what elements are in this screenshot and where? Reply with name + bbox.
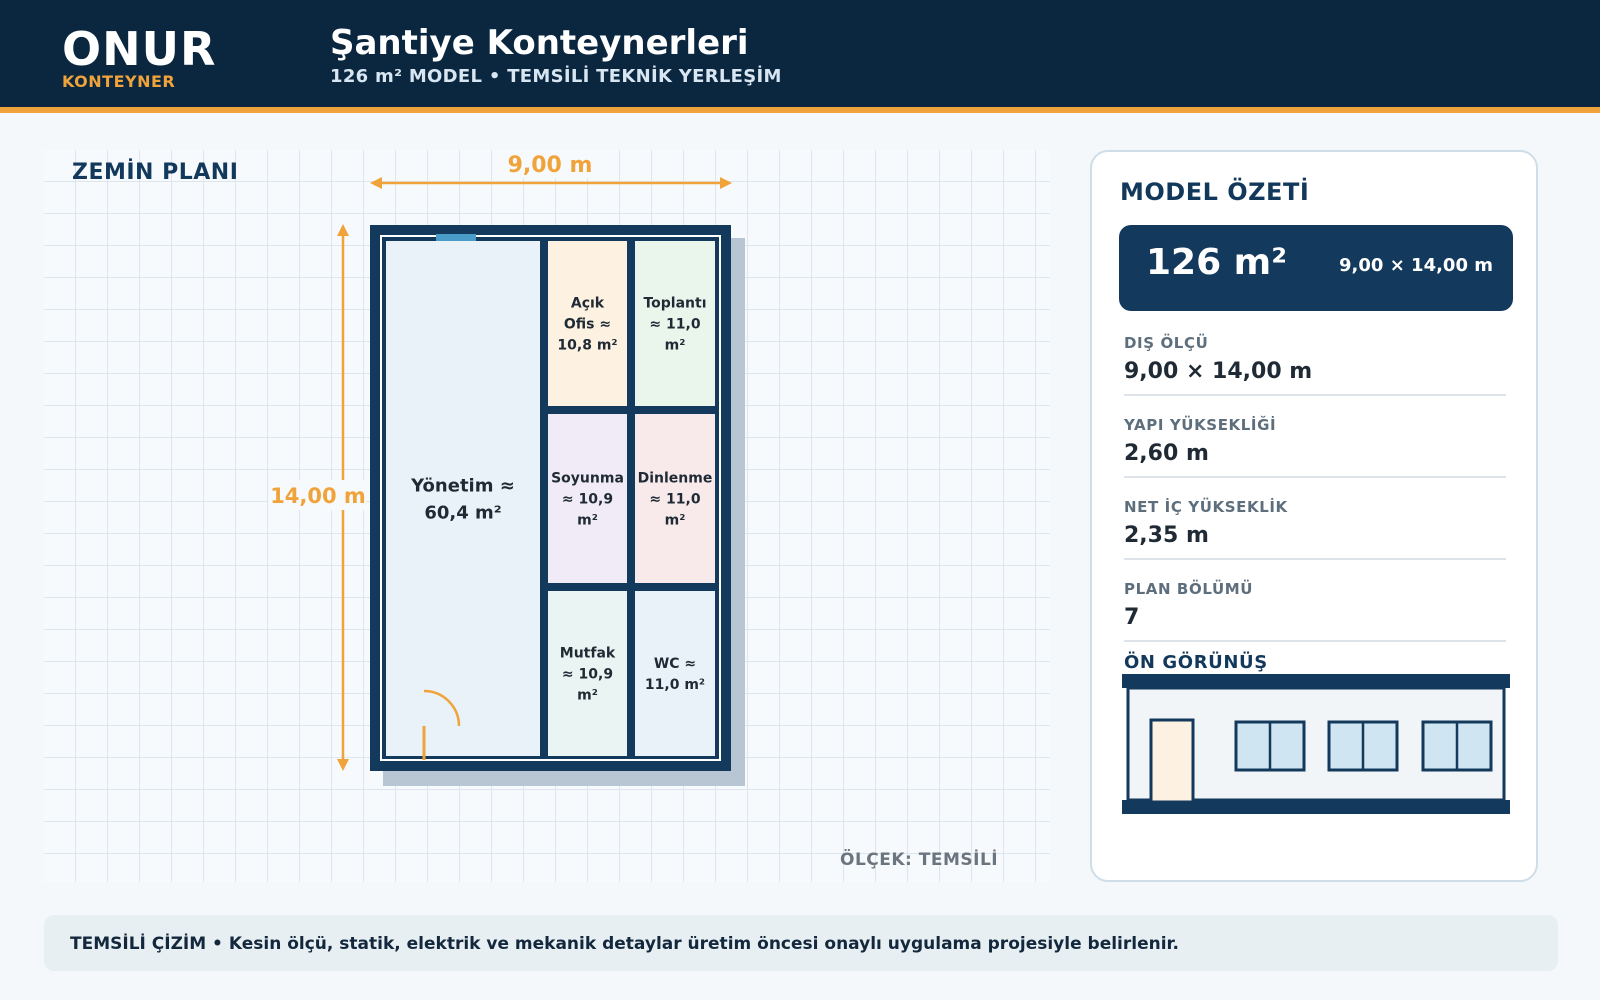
room-kitchen xyxy=(548,591,627,756)
spec-value: 2,60 m xyxy=(1124,441,1209,466)
front-roof xyxy=(1122,674,1510,688)
room-rest xyxy=(635,414,715,583)
room-label: ≈ 10,9 xyxy=(561,491,614,508)
width-dimension xyxy=(370,150,732,189)
spec-value: 7 xyxy=(1124,605,1140,630)
brand-subtitle: KONTEYNER xyxy=(62,72,176,91)
room-meeting xyxy=(635,241,715,406)
spec-label: PLAN BÖLÜMÜ xyxy=(1124,580,1254,598)
room-label: Dinlenme xyxy=(637,470,713,487)
scale-label: ÖLÇEK: TEMSİLİ xyxy=(840,850,999,870)
room-management xyxy=(386,241,540,756)
page-subtitle: 126 m² MODEL • TEMSİLİ TEKNİK YERLEŞİM xyxy=(330,66,782,87)
room-label: 10,8 m² xyxy=(557,337,618,354)
room-locker xyxy=(548,414,627,583)
room-label: 60,4 m² xyxy=(424,502,502,524)
width-label: 9,00 m xyxy=(507,153,593,178)
room-label: Ofis ≈ xyxy=(563,316,612,333)
floor-plan-title: ZEMİN PLANI xyxy=(72,160,239,185)
brand-name: ONUR xyxy=(62,22,217,76)
spec-value: 9,00 × 14,00 m xyxy=(1124,359,1313,384)
room-label: ≈ 11,0 xyxy=(649,316,701,333)
room-label: Yönetim ≈ xyxy=(411,475,515,497)
spec-value: 2,35 m xyxy=(1124,523,1209,548)
room-label: m² xyxy=(577,512,598,529)
front-view-drawing xyxy=(1092,152,1540,884)
spec-label: YAPI YÜKSEKLİĞİ xyxy=(1124,416,1277,434)
room-label: Açık xyxy=(570,295,605,312)
room-label: Soyunma xyxy=(551,470,624,487)
page-title: Şantiye Konteynerleri xyxy=(330,23,749,63)
area-value: 126 m² xyxy=(1146,242,1287,283)
model-summary-panel xyxy=(1090,150,1538,882)
rooms-group xyxy=(386,241,715,756)
room-label: ≈ 11,0 xyxy=(649,491,701,508)
front-door-icon xyxy=(1151,720,1193,802)
room-label: WC ≈ xyxy=(653,656,697,673)
room-label: m² xyxy=(664,512,686,529)
front-window-icon xyxy=(1423,722,1491,770)
spec-label: NET İÇ YÜKSEKLİK xyxy=(1124,498,1288,516)
spec-label: DIŞ ÖLÇÜ xyxy=(1124,334,1209,352)
room-label: m² xyxy=(664,337,686,354)
height-dimension xyxy=(268,224,366,771)
room-label: ≈ 10,9 xyxy=(561,666,614,683)
front-window-icon xyxy=(1236,722,1304,770)
room-open-office xyxy=(548,241,627,406)
room-label: 11,0 m² xyxy=(644,677,706,694)
footer-text: TEMSİLİ ÇİZİM • Kesin ölçü, statik, elektrik ve mekanik detaylar üretim öncesi onaylı uygulama projesiyle belirlenir. xyxy=(70,934,1179,954)
footer-note xyxy=(44,915,1558,971)
window-icon xyxy=(436,234,476,241)
room-label: m² xyxy=(577,687,598,704)
room-label: Mutfak xyxy=(559,645,616,662)
room-wc xyxy=(635,591,715,756)
front-view-title: ÖN GÖRÜNÜŞ xyxy=(1124,652,1268,673)
front-window-icon xyxy=(1329,722,1397,770)
room-label: Toplantı xyxy=(643,295,707,312)
height-label: 14,00 m xyxy=(270,484,366,508)
area-dimensions: 9,00 × 14,00 m xyxy=(1339,255,1493,276)
summary-title: MODEL ÖZETİ xyxy=(1120,178,1310,206)
